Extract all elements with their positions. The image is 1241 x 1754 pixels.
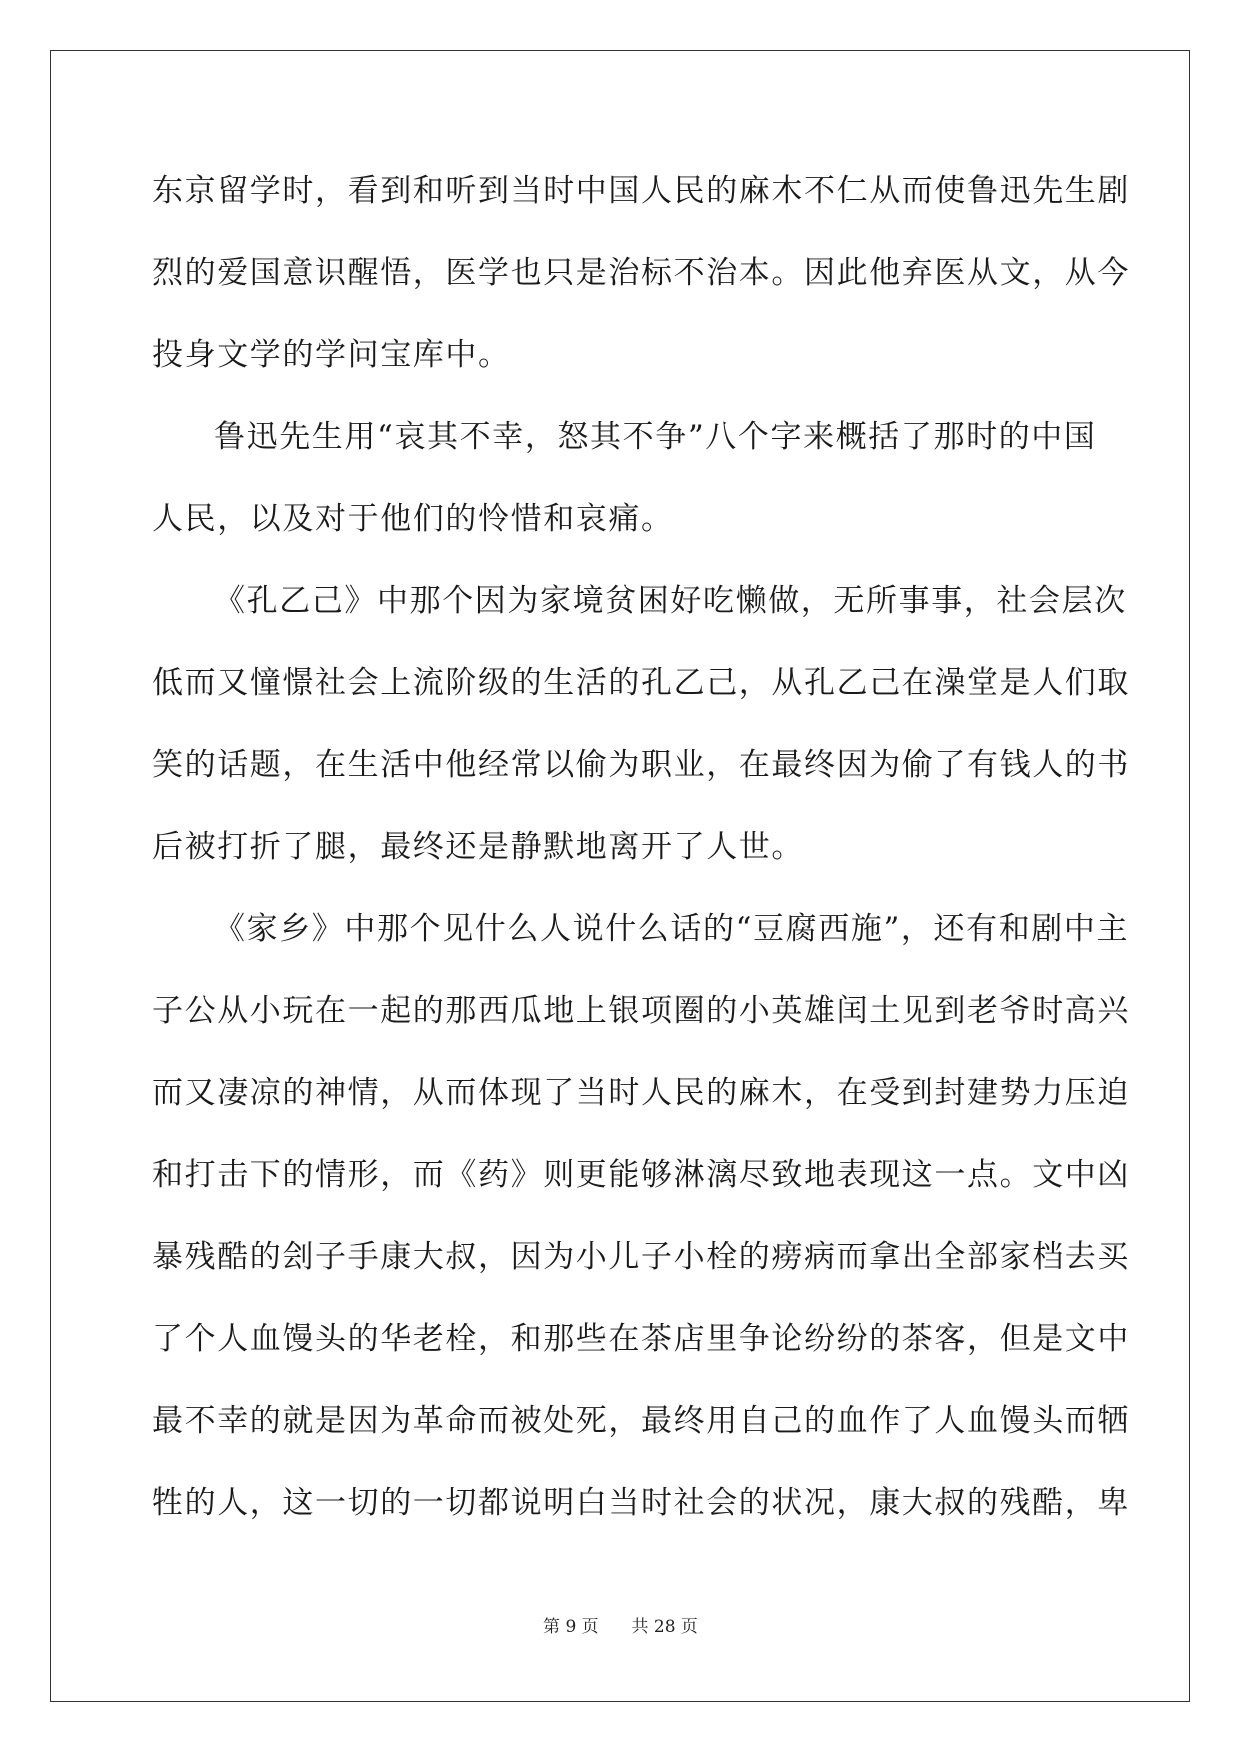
text-line: 暴残酷的刽子手康大叔，因为小儿子小栓的痨病而拿出全部家档去买 [152, 1239, 1130, 1275]
paragraph-start-line: 鲁迅先生用“哀其不幸，怒其不争”八个字来概括了那时的中国 [214, 419, 1097, 455]
paragraph-start-line: 《孔乙己》中那个因为家境贫困好吃懒做，无所事事，社会层次 [214, 583, 1127, 619]
document-body [152, 160, 1130, 1554]
text-line: 人民，以及对于他们的怜惜和哀痛。 [152, 501, 674, 537]
text-line: 牲的人，这一切的一切都说明白当时社会的状况，康大叔的残酷，卑 [152, 1485, 1130, 1521]
text-line: 低而又憧憬社会上流阶级的生活的孔乙己，从孔乙己在澡堂是人们取 [152, 665, 1130, 701]
text-line: 笑的话题，在生活中他经常以偷为职业，在最终因为偷了有钱人的书 [152, 747, 1130, 783]
text-line: 烈的爱国意识醒悟，医学也只是治标不治本。因此他弃医从文，从今 [152, 255, 1130, 291]
text-line: 东京留学时，看到和听到当时中国人民的麻木不仁从而使鲁迅先生剧 [152, 173, 1130, 209]
text-line: 而又凄凉的神情，从而体现了当时人民的麻木，在受到封建势力压迫 [152, 1075, 1130, 1111]
page-number: 第 9 页 [543, 1617, 599, 1637]
text-line: 了个人血馒头的华老栓，和那些在茶店里争论纷纷的茶客，但是文中 [152, 1321, 1130, 1357]
text-line: 后被打折了腿，最终还是静默地离开了人世。 [152, 829, 804, 865]
text-line: 投身文学的学问宝库中。 [152, 337, 511, 373]
text-line: 子公从小玩在一起的那西瓜地上银项圈的小英雄闰土见到老爷时高兴 [152, 993, 1130, 1029]
text-line: 和打击下的情形，而《药》则更能够淋漓尽致地表现这一点。文中凶 [152, 1157, 1130, 1193]
page-total: 共 28 页 [631, 1617, 698, 1637]
page-footer [0, 1612, 1241, 1637]
paragraph-start-line: 《家乡》中那个见什么人说什么话的“豆腐西施”，还有和剧中主 [214, 911, 1130, 947]
text-line: 最不幸的就是因为革命而被处死，最终用自己的血作了人血馒头而牺 [152, 1403, 1130, 1439]
